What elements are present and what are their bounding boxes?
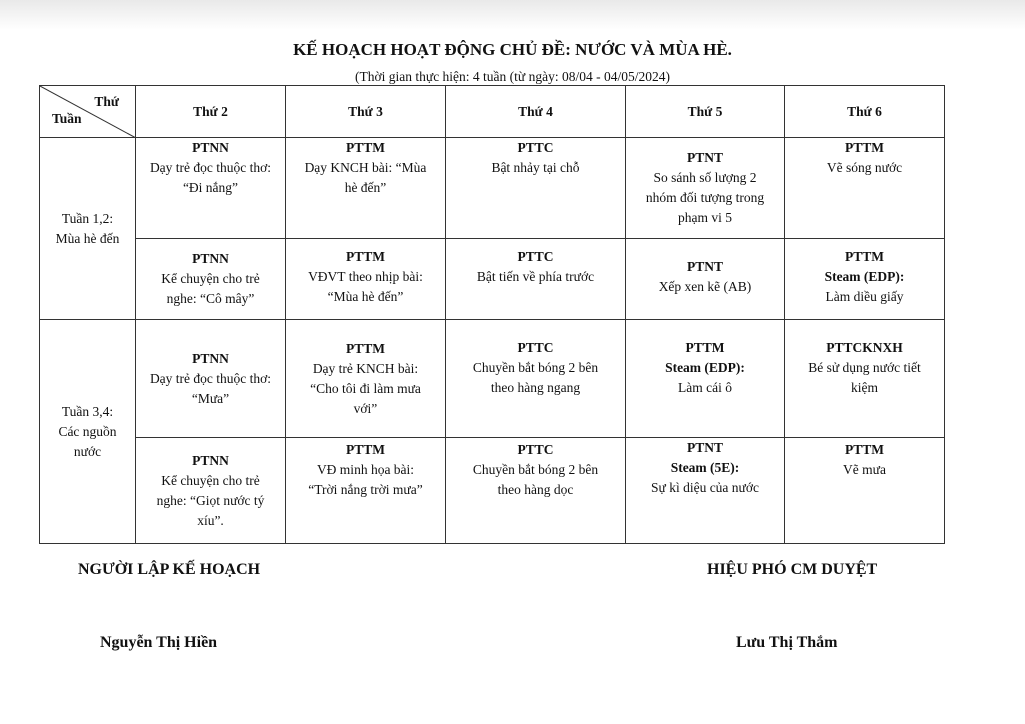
activity-text: Vẽ sóng nước <box>826 160 903 175</box>
corner-header-cell <box>40 86 136 138</box>
day-header: Thứ 5 <box>626 86 785 138</box>
week-label-line: Mùa hè đến <box>55 230 120 246</box>
activity-cell <box>136 438 286 544</box>
activity-cell <box>626 239 785 320</box>
activity-domain: PTNT <box>686 150 723 165</box>
table-row <box>40 138 945 239</box>
activity-text: “Trời nắng trời mưa” <box>308 482 423 497</box>
corner-week-label: Tuần <box>52 111 82 126</box>
activity-domain: PTNN <box>192 452 229 468</box>
week-label-line: Tuần 3,4: <box>61 403 114 419</box>
activity-cell <box>785 239 945 320</box>
activity-cell <box>446 138 626 239</box>
activity-text: Vẽ mưa <box>843 462 886 477</box>
activity-domain: PTTM <box>346 442 385 457</box>
activity-domain: PTTM <box>346 340 385 356</box>
activity-domain: PTNT <box>686 440 723 455</box>
activity-text: nhóm đối tượng trong <box>645 190 765 205</box>
activity-domain: PTNN <box>192 140 229 155</box>
activity-text: Dạy KNCH bài: “Mùa <box>304 160 427 175</box>
activity-domain: PTTM <box>346 140 385 155</box>
table-row <box>40 320 945 438</box>
activity-cell <box>286 138 446 239</box>
week-label-line: Tuần 1,2: <box>61 210 114 226</box>
activity-text: Kể chuyện cho trẻ <box>161 271 260 286</box>
activity-domain: PTTM <box>845 249 884 264</box>
activity-subtitle: Steam (EDP): <box>665 360 745 375</box>
activity-text: với” <box>353 400 378 416</box>
table-row <box>40 239 945 320</box>
planner-name: Nguyễn Thị Hiền <box>100 634 218 651</box>
activity-text: nghe: “Cô mây” <box>166 291 255 306</box>
activity-cell <box>286 438 446 544</box>
activity-text: Dạy trẻ KNCH bài: <box>312 360 419 376</box>
activity-text: Bé sử dụng nước tiết <box>808 360 921 375</box>
activity-text: “Cho tôi đi làm mưa <box>310 380 421 396</box>
activity-text: “Mùa hè đến” <box>327 289 404 304</box>
activity-text: kiệm <box>851 380 878 395</box>
activity-text: xíu”. <box>197 512 224 528</box>
activity-text: Bật nhảy tại chỗ <box>491 160 580 175</box>
activity-text: “Mưa” <box>191 390 230 406</box>
activity-cell <box>626 438 785 544</box>
activity-cell <box>286 320 446 438</box>
activity-cell <box>626 320 785 438</box>
activity-cell <box>446 320 626 438</box>
activity-domain: PTNN <box>192 350 229 366</box>
activity-domain: PTTM <box>346 249 385 264</box>
activity-text: Bật tiến về phía trước <box>476 269 595 284</box>
activity-text: VĐVT theo nhịp bài: <box>308 269 423 284</box>
day-header: Thứ 6 <box>785 86 945 138</box>
activity-text: Sự kì diệu của nước <box>651 480 759 495</box>
activity-cell <box>785 438 945 544</box>
page-subtitle: (Thời gian thực hiện: 4 tuần (từ ngày: 08/04 - 04/05/2024) <box>355 69 670 84</box>
activity-text: theo hàng dọc <box>497 482 574 497</box>
table-row <box>40 438 945 544</box>
activity-text: Chuyền bắt bóng 2 bên <box>472 462 599 477</box>
activity-domain: PTTC <box>517 442 554 457</box>
activity-cell <box>785 138 945 239</box>
planner-title: NGƯỜI LẬP KẾ HOẠCH <box>78 561 261 578</box>
activity-cell <box>136 320 286 438</box>
activity-subtitle: Steam (EDP): <box>824 269 905 284</box>
activity-text: nghe: “Giọt nước tý <box>156 492 265 508</box>
corner-day-label: Thứ <box>94 94 119 109</box>
week-label-line: Các nguồn <box>58 423 117 439</box>
activity-text: hè đến” <box>344 180 387 195</box>
activity-domain: PTTM <box>845 442 884 457</box>
header-row <box>40 86 945 138</box>
activity-cell <box>136 138 286 239</box>
activity-subtitle: Steam (5E): <box>670 460 740 475</box>
week-label-line: nước <box>73 443 102 459</box>
activity-text: Kể chuyện cho trẻ <box>161 472 260 488</box>
activity-cell <box>446 438 626 544</box>
activity-text: Xếp xen kẽ (AB) <box>658 279 752 294</box>
activity-text: Dạy trẻ đọc thuộc thơ: <box>149 370 272 386</box>
activity-domain: PTTC <box>517 249 554 264</box>
activity-text: theo hàng ngang <box>490 380 581 395</box>
week-cell <box>40 138 136 320</box>
activity-cell <box>626 138 785 239</box>
activity-domain: PTTM <box>845 140 884 155</box>
activity-domain: PTTM <box>685 340 725 355</box>
week-cell <box>40 320 136 544</box>
activity-text: “Đi nắng” <box>182 180 239 195</box>
activity-text: Chuyền bắt bóng 2 bên <box>472 360 599 375</box>
day-header: Thứ 4 <box>446 86 626 138</box>
activity-cell <box>286 239 446 320</box>
activity-text: phạm vi 5 <box>678 210 732 225</box>
activity-plan-table <box>39 85 945 544</box>
activity-cell <box>136 239 286 320</box>
page-title: KẾ HOẠCH HOẠT ĐỘNG CHỦ ĐỀ: NƯỚC VÀ MÙA HÈ. <box>293 40 732 59</box>
activity-cell <box>785 320 945 438</box>
activity-domain: PTNN <box>192 251 229 266</box>
activity-domain: PTTCKNXH <box>826 340 903 355</box>
day-header: Thứ 2 <box>136 86 286 138</box>
activity-text: VĐ minh họa bài: <box>316 462 415 477</box>
activity-domain: PTTC <box>517 340 554 355</box>
activity-text: Dạy trẻ đọc thuộc thơ: <box>149 160 272 175</box>
activity-text: So sánh số lượng 2 <box>653 170 757 185</box>
activity-domain: PTTC <box>517 140 554 155</box>
approver-title: HIỆU PHÓ CM DUYỆT <box>707 561 878 578</box>
activity-text: Làm cái ô <box>678 380 732 395</box>
approver-name: Lưu Thị Thắm <box>736 634 838 651</box>
activity-domain: PTNT <box>686 259 723 274</box>
activity-text: Làm diều giấy <box>825 289 904 304</box>
day-header: Thứ 3 <box>286 86 446 138</box>
top-shadow-band <box>0 0 1025 30</box>
activity-cell <box>446 239 626 320</box>
